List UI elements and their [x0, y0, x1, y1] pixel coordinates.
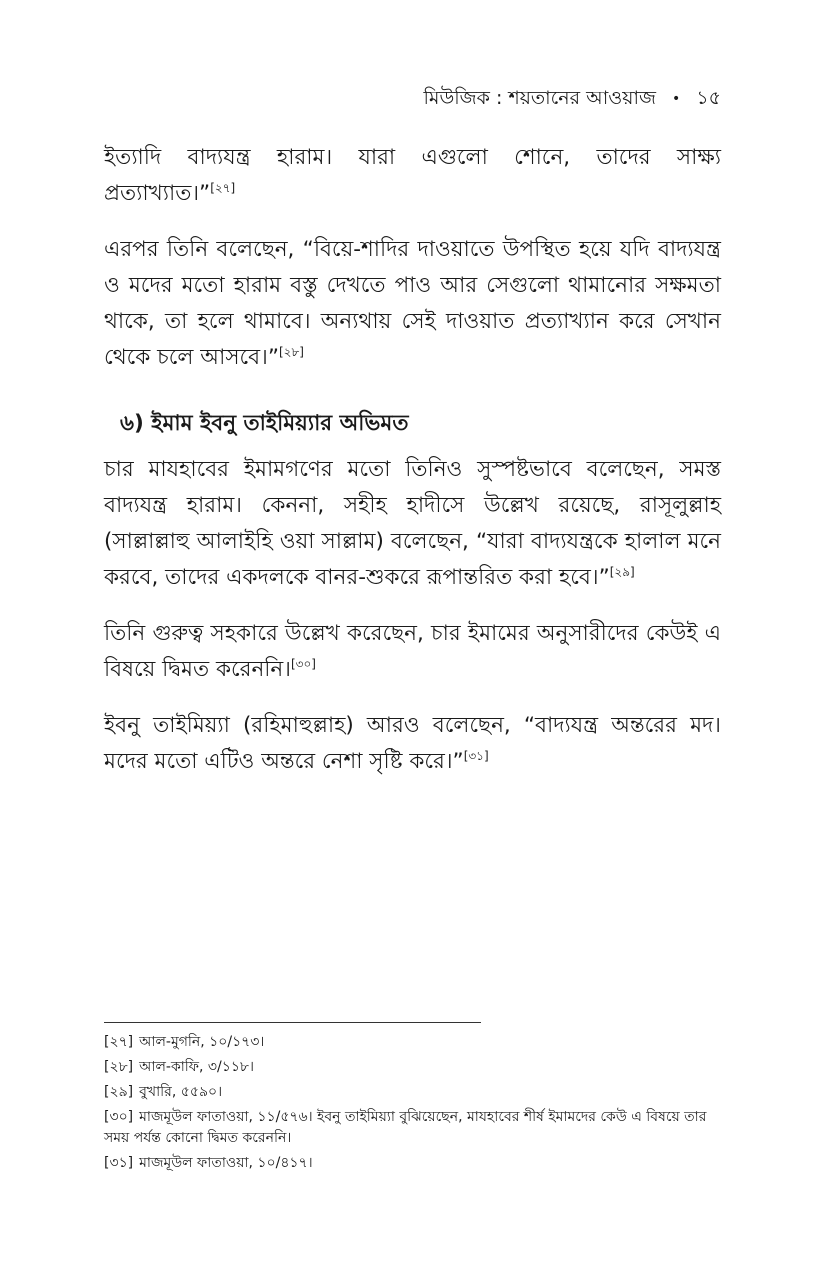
paragraph-3	[104, 452, 721, 596]
paragraph-2	[104, 232, 721, 376]
footnote-ref-29[interactable]: [২৯]	[609, 564, 635, 579]
footnote-29	[104, 1082, 724, 1103]
paragraph-text: ইবনু তাইমিয়্যা (রহিমাহুল্লাহ) আরও বলেছেন, “বাদ্যযন্ত্র অন্তরের মদ। মদের মতো এটিও অন্তরে নেশা সৃষ্টি করে।”	[104, 713, 721, 774]
section-heading: ৬) ইমাম ইবনু তাইমিয়্যার অভিমত	[120, 411, 409, 436]
footnote-number: [২৭]	[104, 1034, 134, 1050]
footnote-28	[104, 1057, 724, 1078]
footnote-30	[104, 1107, 724, 1149]
footnote-number: [২৮]	[104, 1059, 134, 1075]
page-number: ১৫	[696, 87, 721, 109]
footnotes	[104, 1032, 724, 1178]
footnote-ref-27[interactable]: [২৭]	[210, 180, 236, 195]
footnote-31	[104, 1153, 724, 1174]
footnote-number: [৩০]	[104, 1109, 134, 1125]
paragraph-5	[104, 708, 721, 780]
paragraph-text: এরপর তিনি বলেছেন, “বিয়ে-শাদির দাওয়াতে উপস্থিত হয়ে যদি বাদ্যযন্ত্র ও মদের মতো হারাম বস্তু দেখতে পাও আর সেগুলো থামানোর সক্ষমতা থাকে, তা হলে থামাবে। অন্যথায় সেই দাওয়াত প্রত্যাখ্যান করে সেখান থেকে চলে আসবে।”	[104, 237, 721, 370]
running-header	[423, 84, 721, 116]
footnote-text: বুখারি, ৫৫৯০।	[139, 1084, 223, 1100]
running-title: মিউজিক : শয়তানের আওয়াজ	[423, 87, 656, 109]
footnote-text: মাজমূউল ফাতাওয়া, ১০/৪১৭।	[139, 1155, 313, 1171]
header-separator: •	[672, 90, 681, 107]
paragraph-1	[104, 140, 721, 212]
main-text	[104, 140, 721, 800]
footnote-27	[104, 1032, 724, 1053]
paragraph-text: তিনি গুরুত্ব সহকারে উল্লেখ করেছেন, চার ইমামের অনুসারীদের কেউই এ বিষয়ে দ্বিমত করেননি।	[104, 621, 721, 682]
footnote-text: আল-কাফি, ৩/১১৮।	[139, 1059, 255, 1075]
footnote-text: মাজমূউল ফাতাওয়া, ১১/৫৭৬। ইবনু তাইমিয়্যা বুঝিয়েছেন, মাযহাবের শীর্ষ ইমামদের কেউ এ বিষয়ে তার সময় পর্যন্ত কোনো দ্বিমত করেননি।	[104, 1109, 707, 1146]
footnote-number: [২৯]	[104, 1084, 134, 1100]
paragraph-4	[104, 616, 721, 688]
footnote-number: [৩১]	[104, 1155, 134, 1171]
paragraph-text: চার মাযহাবের ইমামগণের মতো তিনিও সুস্পষ্টভাবে বলেছেন, সমস্ত বাদ্যযন্ত্র হারাম। কেননা, সহীহ হাদীসে উল্লেখ রয়েছে, রাসূলুল্লাহ (সাল্লাল্লাহু আলাইহি ওয়া সাল্লাম) বলেছেন, “যারা বাদ্যযন্ত্রকে হালাল মনে করবে, তাদের একদলকে বানর-শুকরে রূপান্তরিত করা হবে।”	[104, 457, 721, 590]
footnote-ref-30[interactable]: [৩০]	[290, 656, 316, 671]
paragraph-text: ইত্যাদি বাদ্যযন্ত্র হারাম। যারা এগুলো শোনে, তাদের সাক্ষ্য প্রত্যাখ্যাত।”	[104, 145, 721, 206]
footnote-text: আল-মুগনি, ১০/১৭৩।	[139, 1034, 265, 1050]
footnote-ref-28[interactable]: [২৮]	[278, 344, 304, 359]
footnote-divider	[104, 1022, 481, 1023]
footnote-ref-31[interactable]: [৩১]	[463, 748, 489, 763]
